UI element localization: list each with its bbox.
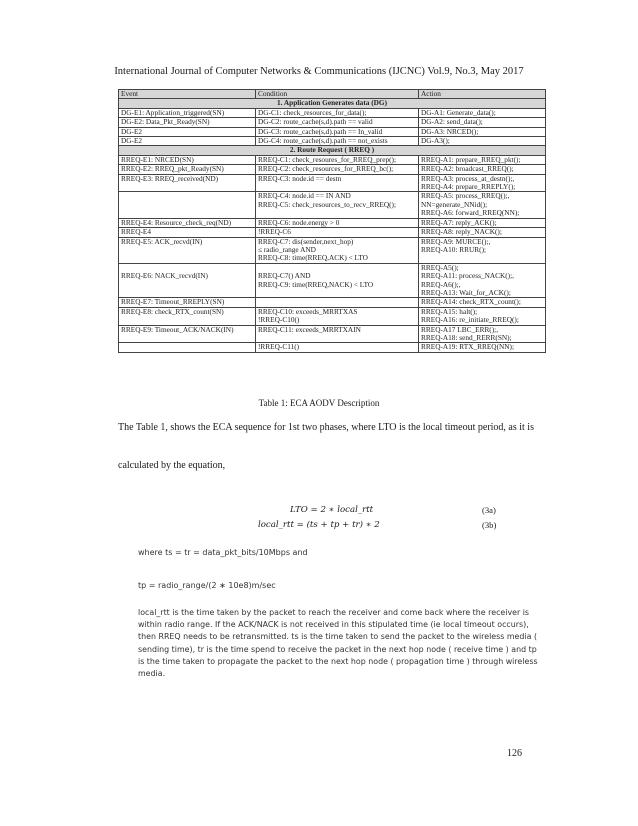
table-cell-event [119, 192, 256, 218]
cell-line: RREQ-A9: MURCE();, [421, 236, 491, 246]
table-row [119, 343, 546, 352]
cell-line: DG-C1: check_resources_for_data(); [258, 107, 367, 117]
cell-line: RREQ-C5: check_resources_to_recv_RREQ(); [258, 199, 396, 209]
table-cell-action [419, 263, 546, 298]
cell-line: RREQ-A6();, [421, 279, 461, 289]
cell-line: RREQ-C8: time(RREQ,ACK) < LTO [258, 253, 368, 263]
table-cell-condition [256, 307, 419, 325]
cell-line: DG-E2 [121, 126, 143, 136]
cell-line: RREQ-A5: process_RREQ();, [421, 191, 510, 201]
cell-line: RREQ-E2: RREQ_pkt_Ready(SN) [121, 164, 224, 174]
table-cell-event [119, 174, 256, 192]
cell-line: RREQ-A7: reply_ACK(); [421, 217, 497, 227]
column-header-condition: Condition [256, 90, 419, 99]
cell-line: RREQ-A6: forward_RREQ(NN); [421, 208, 520, 218]
cell-line: RREQ-A15: halt(); [421, 306, 478, 316]
table-section-header [119, 99, 546, 108]
cell-line: DG-C4: route_cache(s,d).path == not_exists [258, 136, 388, 146]
table-caption: Table 1: ECA AODV Description [258, 398, 380, 408]
table-cell-condition [256, 263, 419, 298]
table-cell-action [419, 118, 546, 127]
cell-line: RREQ-C1: check_resoures_for_RREQ_prep(); [258, 154, 396, 164]
table-cell-event [119, 237, 256, 263]
cell-line: ≤ radio_range AND [258, 244, 316, 254]
table-cell-action [419, 237, 546, 263]
cell-line: DG-A3: NRCED(); [421, 126, 479, 136]
cell-line: RREQ-C2: check_resources_for_RREQ_bc(); [258, 164, 394, 174]
cell-line: RREQ-A16: re_initiate_RREQ(); [421, 315, 519, 325]
cell-line: NN=generate_NNid(); [421, 199, 488, 209]
cell-line: DG-A1: Generate_data(); [421, 107, 496, 117]
cell-line: RREQ-E4 [121, 227, 151, 237]
cell-line: !RREQ-C10() [258, 315, 300, 325]
page-number: 126 [507, 748, 522, 759]
cell-line: RREQ-A10: RRUR(); [421, 244, 487, 254]
cell-line: RREQ-C10: exceeds_MRRTXAS [258, 306, 358, 316]
cell-line: RREQ-A14: check_RTX_count(); [421, 297, 521, 307]
cell-line: RREQ-E5: ACK_recvd(IN) [121, 236, 203, 246]
table-cell-action [419, 228, 546, 237]
cell-line: DG-C2: route_cache(s,d).path == valid [258, 117, 373, 127]
table-section-header [119, 146, 546, 155]
table-cell-action [419, 298, 546, 307]
cell-line: DG-C3: route_cache(s,d).path == In_valid [258, 126, 383, 136]
paragraph-equation-intro: calculated by the equation, [118, 460, 226, 471]
cell-line: DG-E2 [121, 136, 143, 146]
cell-line: RREQ-A19: RTX_RREQ(NN); [421, 342, 514, 352]
column-header-event: Event [119, 90, 256, 99]
table-cell-event [119, 325, 256, 343]
rtt-description: local_rtt is the time taken by the packet to reach the receiver and come back where the receiver is within radio range. If the ACK/NACK is not received in this stipulated time (ie local timeout occurs), then RREQ needs to be retransmitted. ts is the time taken to send the packet to the wireless media ( sending time), tr is the time spend to receive the packet in the next hop node ( receive time ) and tp is the time taken to propagate the packet to the next hop node ( propagation time ) through wireless media. [138, 608, 538, 679]
equation-3b: local_rtt = (ts + tp + tr) ∗ 2 [258, 520, 380, 530]
table-row [119, 298, 546, 307]
cell-line: RREQ-E1: NRCED(SN) [121, 154, 194, 164]
cell-line: !RREQ-C11() [258, 342, 300, 352]
cell-line: RREQ-A1: prepare_RREQ_pkt(); [421, 154, 521, 164]
table-cell-action [419, 174, 546, 192]
table-row [119, 165, 546, 174]
cell-line: RREQ-A18: send_RERR(SN); [421, 332, 512, 342]
cell-line [258, 298, 416, 306]
table-cell-action [419, 165, 546, 174]
cell-line: RREQ-C11: exceeds_MRRTXAIN [258, 324, 361, 334]
table-cell-event [119, 228, 256, 237]
equation-3a: LTO = 2 ∗ local_rtt [290, 505, 374, 515]
table-cell-condition [256, 165, 419, 174]
table-row [119, 118, 546, 127]
cell-line: RREQ-C7() AND [258, 271, 311, 281]
table-cell-event [119, 307, 256, 325]
table-row [119, 237, 546, 263]
table-cell-condition [256, 192, 419, 218]
table-cell-condition [256, 298, 419, 307]
cell-line: RREQ-A17 LBC_ERR();, [421, 324, 499, 334]
cell-line: DG-E2: Data_Pkt_Ready(SN) [121, 117, 210, 127]
table-cell-action [419, 192, 546, 218]
cell-line: RREQ-E9: Timeout_ACK/NACK(IN) [121, 324, 234, 334]
cell-line: RREQ-A4: prepare_RREPLY(); [421, 182, 516, 192]
table-cell-event [119, 343, 256, 352]
cell-line: RREQ-A11: process_NACK();, [421, 271, 514, 281]
table-row [119, 325, 546, 343]
cell-line: RREQ-E8: check_RTX_count(SN) [121, 306, 224, 316]
table-row [119, 307, 546, 325]
cell-line: RREQ-E4: Resource_check_req(ND) [121, 217, 232, 227]
cell-line: RREQ-A2: broadcast_RREQ(); [421, 164, 514, 174]
table-row [119, 174, 546, 192]
cell-line: RREQ-C3: node.id == destn [258, 173, 342, 183]
cell-line: RREQ-A3: process_at_destn();, [421, 173, 515, 183]
eca-table-body [119, 99, 546, 352]
propagation-time-definition: tp = radio_range/(2 ∗ 10e8)m/sec [138, 581, 276, 590]
cell-line: RREQ-C4: node.id == IN AND [258, 191, 351, 201]
table-cell-event [119, 165, 256, 174]
eca-table [118, 89, 546, 353]
cell-line [121, 192, 253, 200]
table-cell-event [119, 298, 256, 307]
table-cell-event [119, 137, 256, 146]
table-cell-condition [256, 228, 419, 237]
where-definition: where ts = tr = data_pkt_bits/10Mbps and [138, 548, 308, 557]
cell-line: DG-A3(); [421, 136, 450, 146]
table-cell-action [419, 137, 546, 146]
equation-number-3a: (3a) [482, 505, 496, 515]
table-cell-event [119, 118, 256, 127]
cell-line: RREQ-E6: NACK_recvd(IN) [121, 271, 208, 281]
cell-line [121, 343, 253, 351]
table-cell-condition [256, 174, 419, 192]
table-cell-condition [256, 237, 419, 263]
table-cell-condition [256, 343, 419, 352]
table-cell-action [419, 343, 546, 352]
table-cell-condition [256, 325, 419, 343]
section-title: 1. Application Generates data (DG) [119, 99, 546, 108]
section-title: 2. Route Request ( RREQ ) [119, 146, 546, 155]
cell-line: RREQ-C9: time(RREQ,NACK) < LTO [258, 279, 374, 289]
table-row [119, 263, 546, 298]
cell-line: DG-A2: send_data(); [421, 117, 483, 127]
equation-number-3b: (3b) [482, 520, 497, 530]
column-header-action: Action [419, 90, 546, 99]
cell-line: RREQ-A13: Wait_for_ACK(); [421, 287, 511, 297]
cell-line: RREQ-E3: RREQ_received(ND) [121, 173, 219, 183]
cell-line: RREQ-A5(); [421, 262, 459, 272]
table-cell-event [119, 263, 256, 298]
cell-line: DG-E1: Application_triggered(SN) [121, 107, 225, 117]
cell-line: !RREQ-C6 [258, 227, 291, 237]
paragraph-table-description: The Table 1, shows the ECA sequence for 1st two phases, where LTO is the local timeout period, as it is [118, 422, 534, 433]
cell-line: RREQ-C7: dis(sender,next_hop) [258, 236, 354, 246]
journal-header: International Journal of Computer Networks & Communications (IJCNC) Vol.9, No.3, May 2017 [114, 66, 524, 77]
table-cell-action [419, 325, 546, 343]
table-row [119, 228, 546, 237]
table-cell-condition [256, 118, 419, 127]
cell-line: RREQ-C6: node.energy > 0 [258, 217, 340, 227]
cell-line: RREQ-E7: Timeout_RREPLY(SN) [121, 297, 225, 307]
cell-line: RREQ-A8: reply_NACK(); [421, 227, 502, 237]
table-row [119, 192, 546, 218]
table-cell-action [419, 307, 546, 325]
